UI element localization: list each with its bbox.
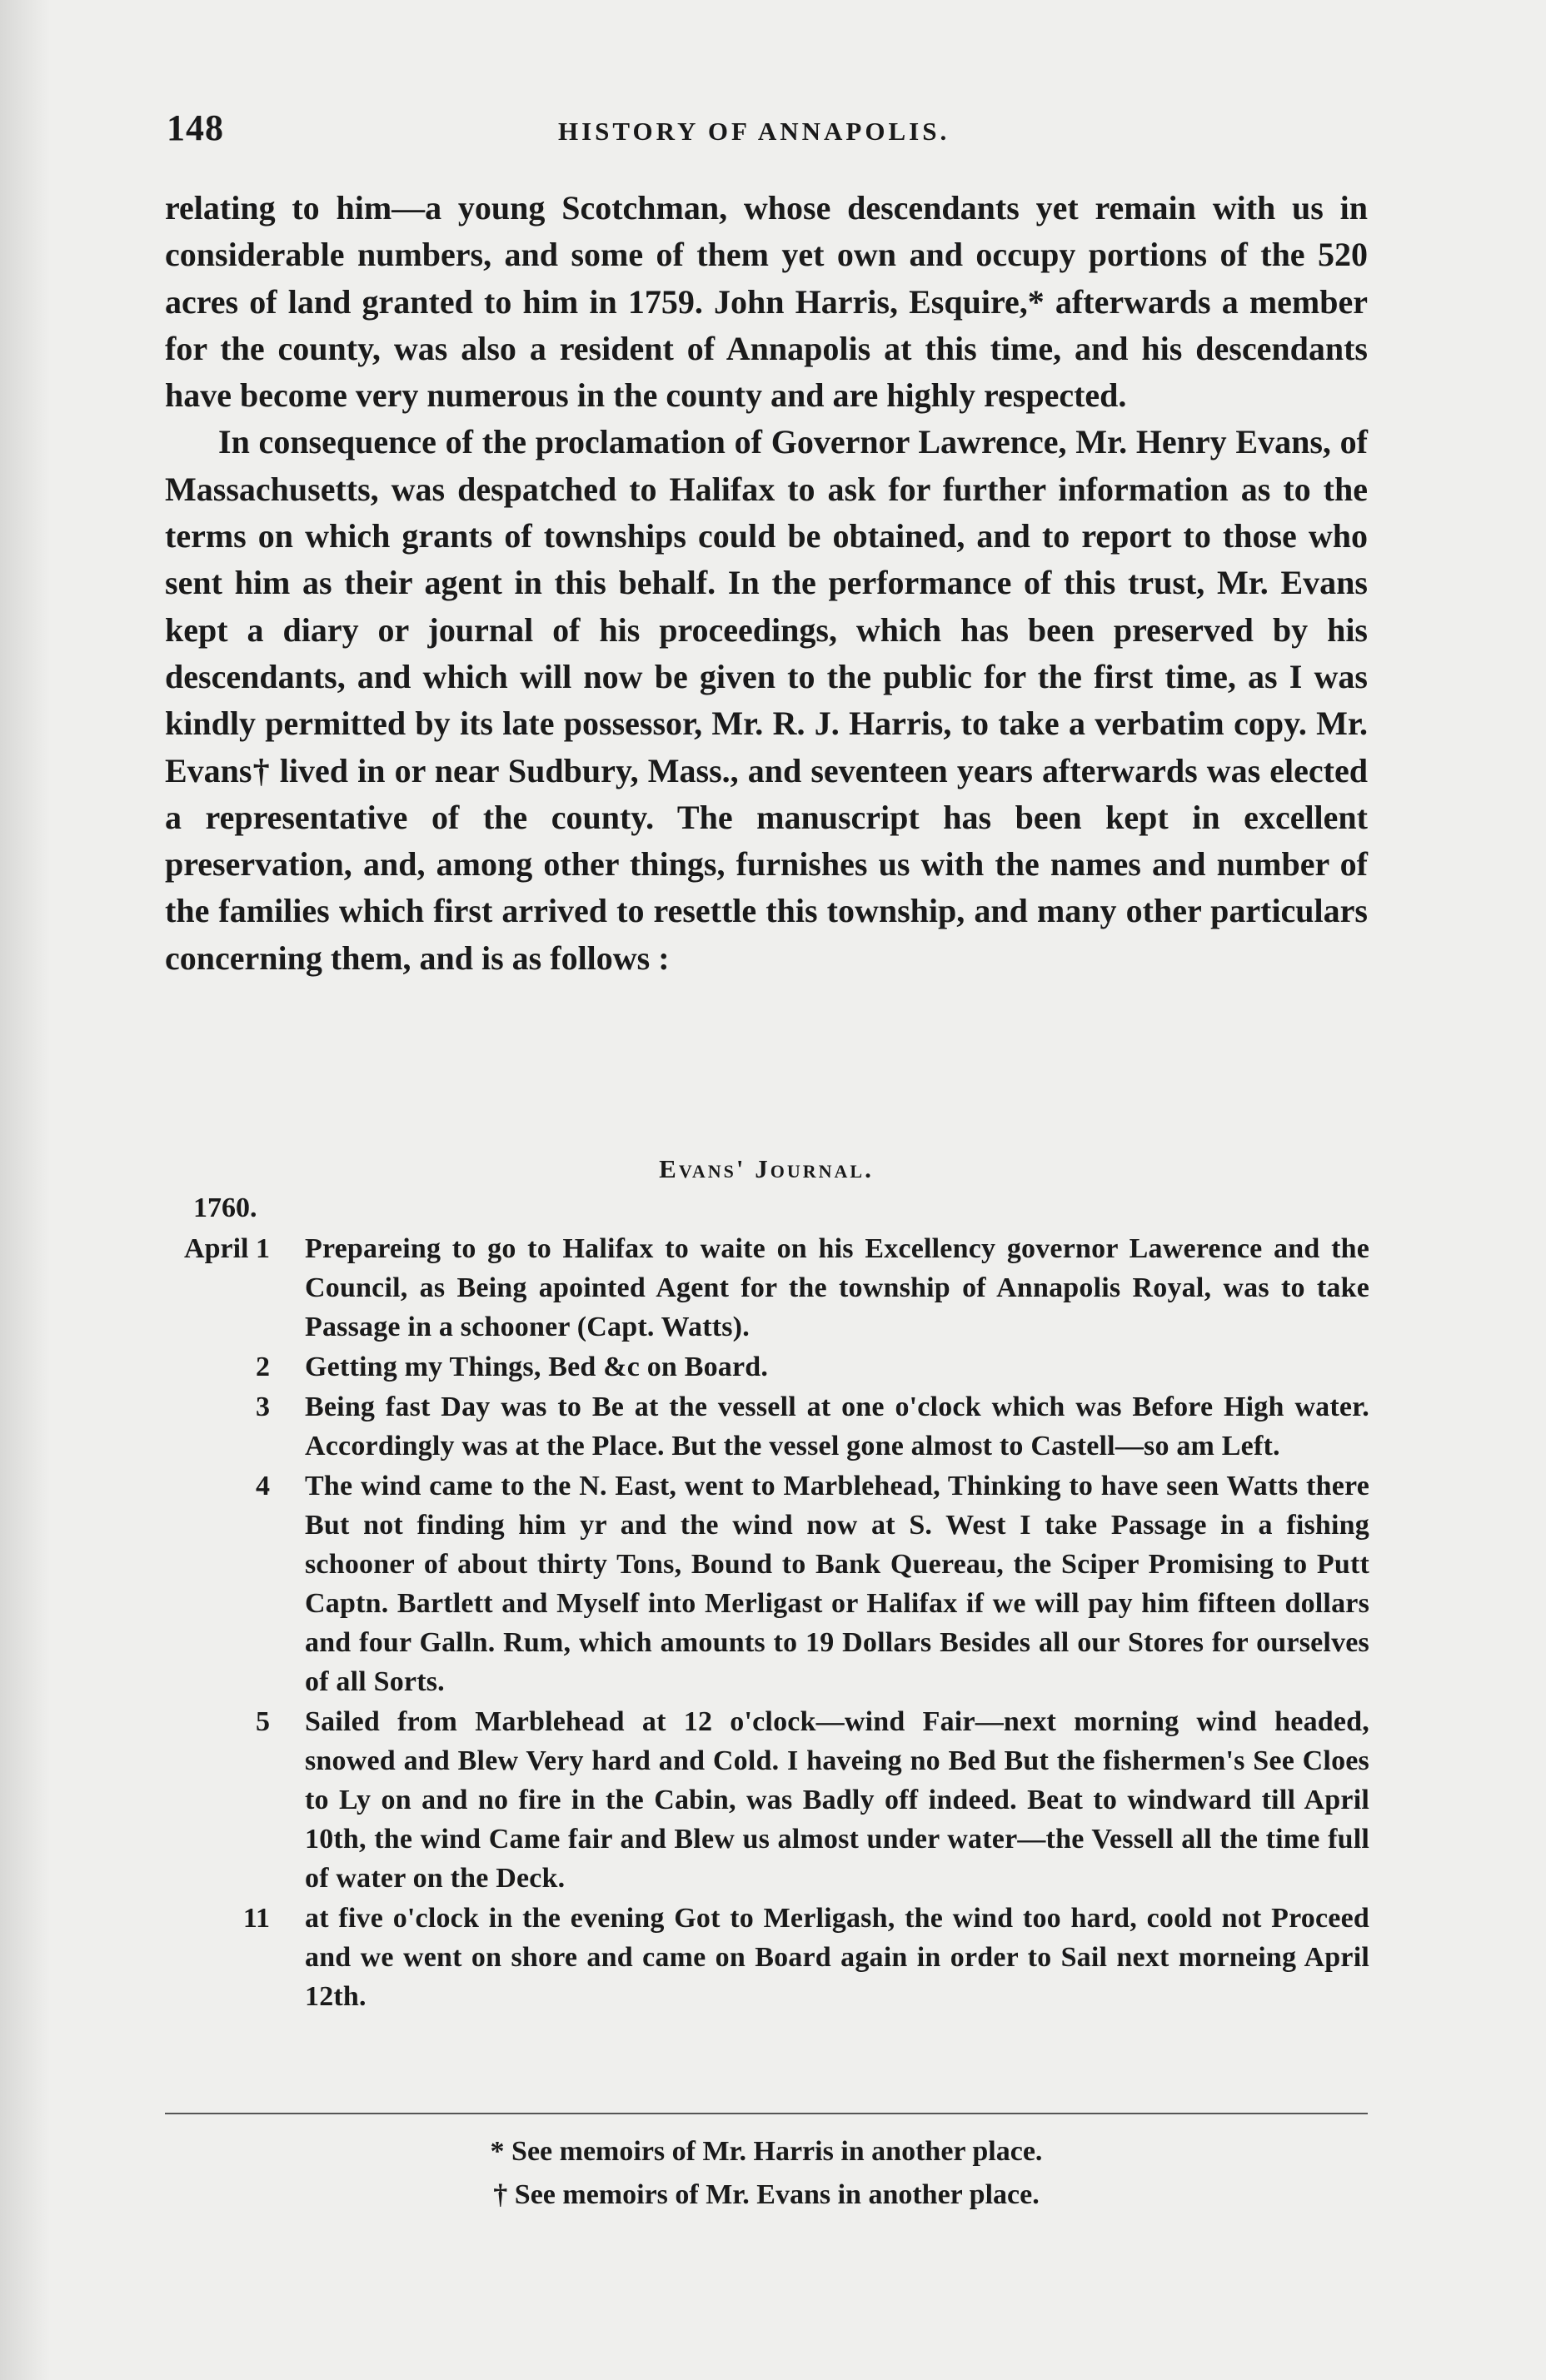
journal-entry: [162, 1466, 1369, 1701]
entry-date: 5: [256, 1706, 270, 1737]
journal-title: Evans' Journal.: [659, 1154, 874, 1183]
footnotes: [165, 2130, 1368, 2217]
journal-entry: [162, 1899, 1369, 2016]
body-text: [165, 185, 1368, 982]
page-edge-shadow: [0, 0, 50, 2380]
journal-entry: [162, 1387, 1369, 1466]
page-number: 148: [167, 107, 224, 148]
running-title: HISTORY OF ANNAPOLIS.: [558, 117, 950, 146]
entry-date: 3: [256, 1392, 270, 1422]
entry-text: Prepareing to go to Halifax to waite on his Excellency governor Lawerence and the Council, as Being apointed Agent for the township of Annapolis Royal, was to take Passage in a schooner (Capt. Watts).: [305, 1233, 1369, 1342]
entry-text: Sailed from Marblehead at 12 o'clock—wind Fair—next morning wind headed, snowed and Blew Very hard and Cold. I haveing no Bed But the fishermen's See Cloes to Ly on and no fire in the Cabin, was Badly off indeed. Beat to windward till April 10th, the wind Came fair and Blew us almost under water—the Vessell all the time full of water on the Deck.: [305, 1706, 1369, 1894]
footnote-evans: † See memoirs of Mr. Evans in another place.: [493, 2179, 1040, 2210]
entry-text: at five o'clock in the evening Got to Merligash, the wind too hard, coold not Proceed and we went on shore and came on Board again in order to Sail next morneing April 12th.: [305, 1903, 1369, 2012]
entry-text: Getting my Things, Bed &c on Board.: [305, 1352, 769, 1382]
footnote-harris: * See memoirs of Mr. Harris in another place.: [490, 2136, 1043, 2167]
footnote-rule: [165, 2113, 1368, 2114]
entry-text: Being fast Day was to Be at the vessell at one o'clock which was Before High water. Accordingly was at the Place. But the vessel gone almost to Castell—so am Left.: [305, 1392, 1369, 1461]
journal-entry: [162, 1702, 1369, 1898]
page-header: [167, 107, 1366, 157]
entry-date: April 1: [184, 1233, 270, 1264]
journal-year: 1760.: [193, 1192, 257, 1223]
paragraph-1: relating to him—a young Scotchman, whose descendants yet remain with us in considerable numbers, and some of them yet own and occupy portions of the 520 acres of land granted to him in 1759. John Harris, Esquire,* afterwards a member for the county, was also a resident of Annapolis at this time, and his descendants have become very numerous in the county and are highly respected.: [165, 189, 1368, 415]
journal-entries: [162, 1229, 1369, 2017]
entry-date: 2: [256, 1352, 270, 1382]
entry-date: 11: [242, 1903, 270, 1934]
entry-text: The wind came to the N. East, went to Marblehead, Thinking to have seen Watts there But not finding him yr and the wind now at S. West I take Passage in a fishing schooner of about thirty Tons, Bound to Bank Quereau, the Sciper Promising to Putt Captn. Bartlett and Myself into Merligast or Halifax if we will pay him fifteen dollars and four Galln. Rum, which amounts to 19 Dollars Besides all our Stores for ourselves of all Sorts.: [305, 1471, 1369, 1697]
journal-entry: [162, 1229, 1369, 1347]
entry-date: 4: [256, 1471, 270, 1501]
journal-entry: [162, 1347, 1369, 1387]
paragraph-2: In consequence of the proclamation of Governor Lawrence, Mr. Henry Evans, of Massachusetts, was despatched to Halifax to ask for further information as to the terms on which grants of townships could be obtained, and to report to those who sent him as their agent in this behalf. In the performance of this trust, Mr. Evans kept a diary or journal of his proceedings, which has been preserved by his descendants, and which will now be given to the public for the first time, as I was kindly permitted by its late possessor, Mr. R. J. Harris, to take a verbatim copy. Mr. Evans† lived in or near Sudbury, Mass., and seventeen years afterwards was elected a representative of the county. The manuscript has been kept in excellent preservation, and, among other things, furnishes us with the names and number of the families which first arrived to resettle this township, and many other particulars concerning them, and is as follows :: [165, 423, 1368, 977]
